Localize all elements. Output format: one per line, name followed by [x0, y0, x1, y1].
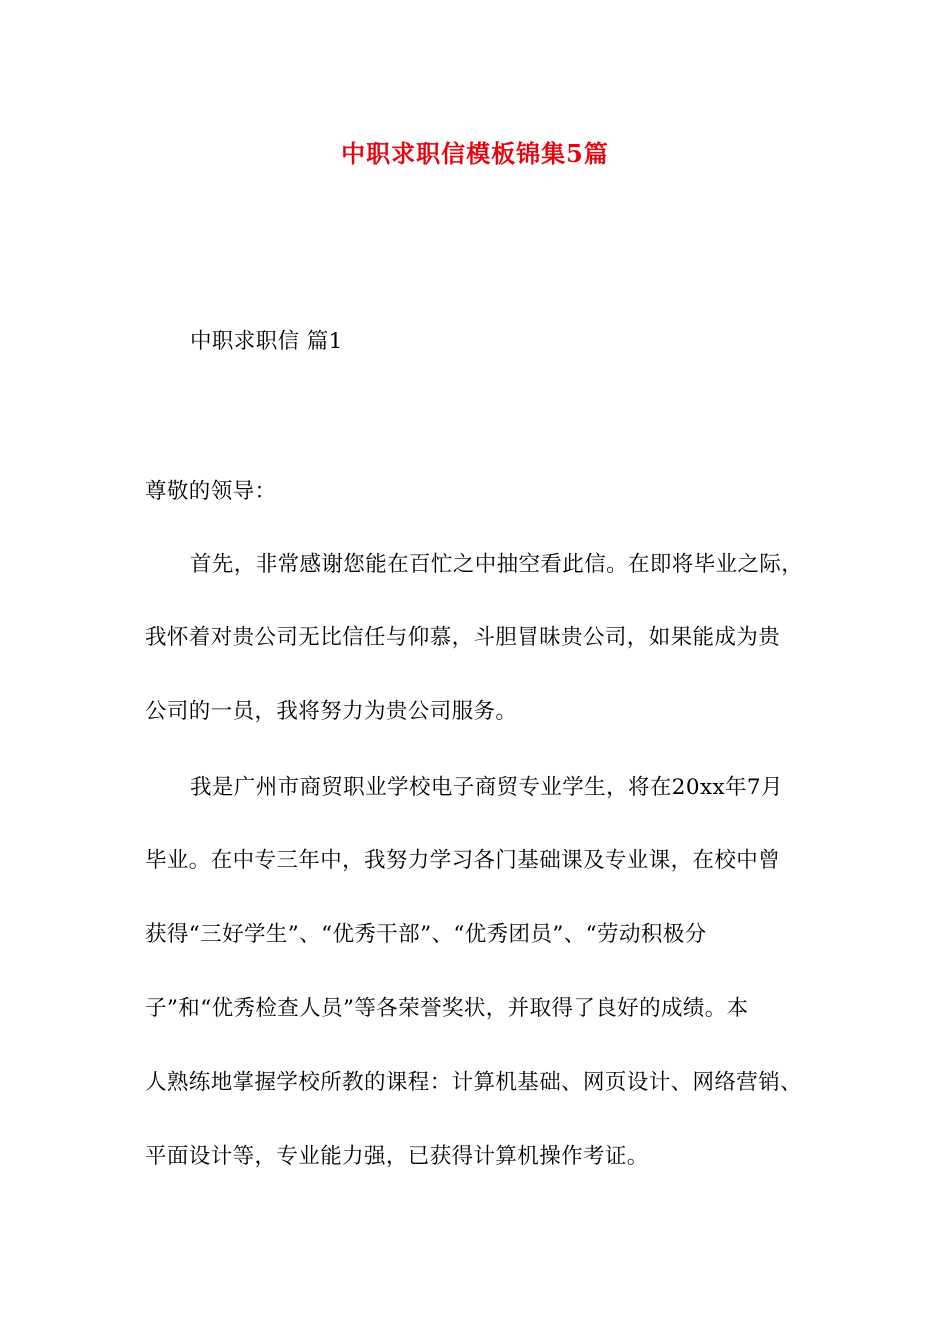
paragraph-line: 人熟练地掌握学校所教的课程：计算机基础、网页设计、网络营销、 [145, 1070, 803, 1095]
paragraph-line: 毕业。在中专三年中，我努力学习各门基础课及专业课，在校中曾 [145, 848, 781, 873]
paragraph-line: 首先，非常感谢您能在百忙之中抽空看此信。在即将毕业之际， [190, 552, 804, 577]
section-heading: 中职求职信 篇1 [190, 329, 343, 354]
paragraph-line: 我是广州市商贸职业学校电子商贸专业学生，将在20xx年7月 [190, 775, 783, 800]
document-title: 中职求职信模板锦集5篇 [341, 139, 609, 168]
paragraph-line: 子”和“优秀检查人员”等各荣誉奖状，并取得了良好的成绩。本 [145, 996, 749, 1021]
paragraph-line: 获得“三好学生”、“优秀干部”、“优秀团员”、“劳动积极分 [145, 922, 707, 947]
salutation: 尊敬的领导： [145, 479, 277, 504]
paragraph-line: 我怀着对贵公司无比信任与仰慕，斗胆冒昧贵公司，如果能成为贵 [145, 625, 781, 650]
paragraph-line: 平面设计等，专业能力强，已获得计算机操作考证。 [145, 1144, 649, 1169]
paragraph-line: 公司的一员，我将努力为贵公司服务。 [145, 699, 518, 724]
